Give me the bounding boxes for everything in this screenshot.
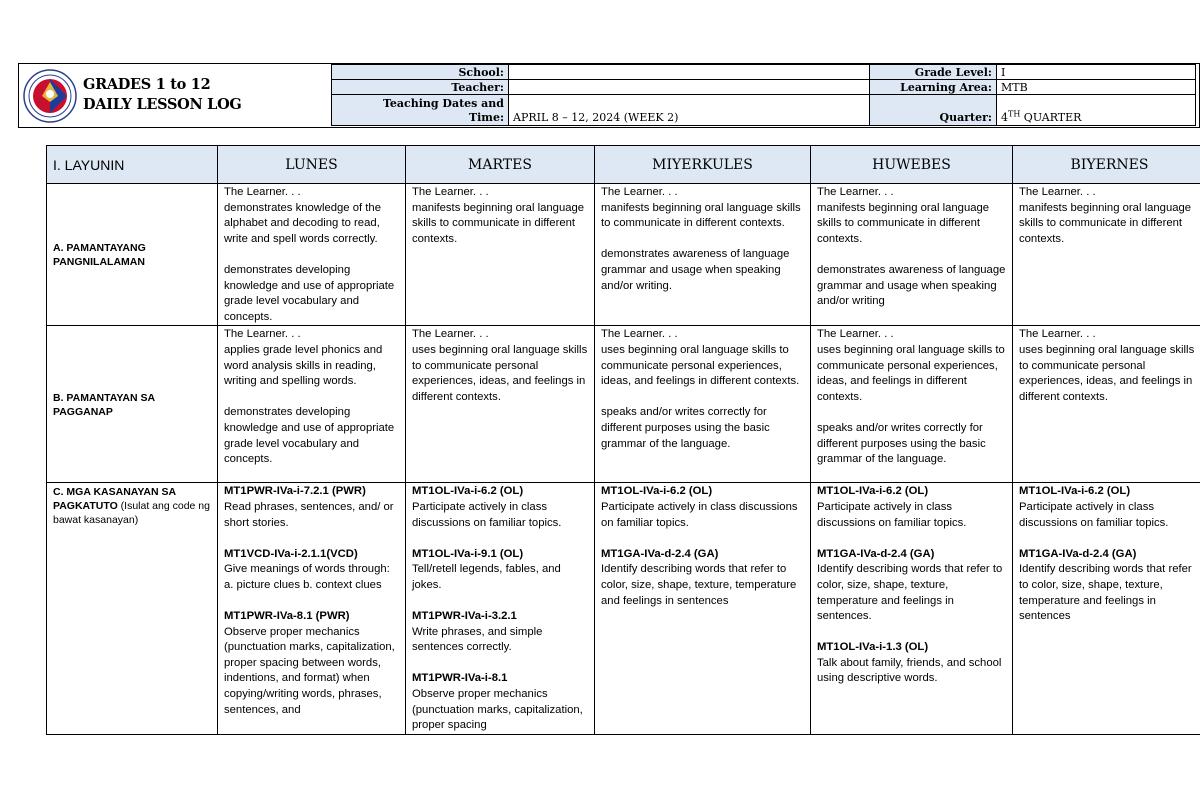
title-line-2: DAILY LESSON LOG xyxy=(83,96,242,113)
cell-b-lunes: The Learner. . . applies grade level phonics and word analysis skills in reading, writing and spelling words. demonstrates developing knowledge and use of appropriate grade level vocabulary and concepts. xyxy=(218,326,406,483)
cell-a-huwebes: The Learner. . . manifests beginning oral language skills to communicate in different contexts. demonstrates awareness of language grammar and usage when speaking and/or writing xyxy=(811,184,1013,326)
objectives-table xyxy=(46,145,1200,735)
table-row xyxy=(47,483,1200,735)
header-miyerkules: MIYERKULES xyxy=(595,146,811,184)
header-martes: MARTES xyxy=(406,146,595,184)
header-title-block xyxy=(19,64,331,127)
info-table xyxy=(331,64,1196,126)
quarter-label: Quarter: xyxy=(870,95,997,126)
row-label-pamantayan-sa-pagganap: B. PAMANTAYAN SA PAGGANAP xyxy=(47,326,218,483)
deped-seal-icon xyxy=(23,69,77,123)
cell-c-lunes: MT1PWR-IVa-i-7.2.1 (PWR) Read phrases, sentences, and/ or short stories. MT1VCD-IVa-i-2.1.1(VCD) Give meanings of words through: a. picture clues b. context clues MT1PWR-IVa-8.1 (PWR) Observe proper mechanics (punctuation marks, capitalization, proper spacing between words, indentions, and format) when copying/writing words, phrases, sentences, and xyxy=(218,483,406,735)
quarter-field[interactable]: 4TH QUARTER xyxy=(997,95,1196,126)
row-label-mga-kasanayan-sa-pagkatuto: C. MGA KASANAYAN SA PAGKATUTO (Isulat ang code ng bawat kasanayan) xyxy=(47,483,218,735)
cell-a-lunes: The Learner. . . demonstrates knowledge of the alphabet and decoding to read, write and spell words correctly. demonstrates developing knowledge and use of appropriate grade level vocabulary and concepts. xyxy=(218,184,406,326)
cell-a-miyerkules: The Learner. . . manifests beginning oral language skills to communicate in different contexts. demonstrates awareness of language grammar and usage when speaking and/or writing. xyxy=(595,184,811,326)
teacher-label: Teacher: xyxy=(332,80,509,95)
grade-level-label: Grade Level: xyxy=(870,65,997,80)
lesson-log-header xyxy=(18,63,1200,128)
cell-b-miyerkules: The Learner. . . uses beginning oral language skills to communicate personal experiences, ideas, and feelings in different contexts. speaks and/or writes correctly for different purposes using the basic grammar of the language. xyxy=(595,326,811,483)
cell-a-martes: The Learner. . . manifests beginning oral language skills to communicate in different contexts. xyxy=(406,184,595,326)
teaching-dates-label: Teaching Dates and Time: xyxy=(332,95,509,126)
cell-c-biyernes: MT1OL-IVa-i-6.2 (OL) Participate actively in class discussions on familiar topics. MT1GA-IVa-d-2.4 (GA) Identify describing words that refer to color, size, shape, texture, temperature and feelings in sentences xyxy=(1013,483,1200,735)
cell-c-miyerkules: MT1OL-IVa-i-6.2 (OL) Participate actively in class discussions on familiar topics. MT1GA-IVa-d-2.4 (GA) Identify describing words that refer to color, size, shape, texture, temperature and feelings in sentences xyxy=(595,483,811,735)
svg-text:.: . xyxy=(49,71,51,76)
school-label: School: xyxy=(332,65,509,80)
grade-level-field[interactable]: I xyxy=(997,65,1196,80)
header-lunes: LUNES xyxy=(218,146,406,184)
learning-area-field[interactable]: MTB xyxy=(997,80,1196,95)
school-field[interactable] xyxy=(509,65,870,80)
cell-b-huwebes: The Learner. . . uses beginning oral language skills to communicate personal experiences, ideas, and feelings in different contexts. speaks and/or writes correctly for different purposes using the basic grammar of the language. xyxy=(811,326,1013,483)
cell-b-martes: The Learner. . . uses beginning oral language skills to communicate personal experiences, ideas, and feelings in different contexts. xyxy=(406,326,595,483)
learning-area-label: Learning Area: xyxy=(870,80,997,95)
cell-a-biyernes: The Learner. . . manifests beginning oral language skills to communicate in different contexts. xyxy=(1013,184,1200,326)
teacher-field[interactable] xyxy=(509,80,870,95)
cell-c-huwebes: MT1OL-IVa-i-6.2 (OL) Participate actively in class discussions on familiar topics. MT1GA-IVa-d-2.4 (GA) Identify describing words that refer to color, size, shape, texture, temperature and feelings in sentences. MT1OL-IVa-i-1.3 (OL) Talk about family, friends, and school using descriptive words. xyxy=(811,483,1013,735)
header-biyernes: BIYERNES xyxy=(1013,146,1200,184)
table-header-row xyxy=(47,146,1200,184)
title-line-1: GRADES 1 to 12 xyxy=(83,76,211,93)
cell-c-martes: MT1OL-IVa-i-6.2 (OL) Participate actively in class discussions on familiar topics. MT1OL-IVa-i-9.1 (OL) Tell/retell legends, fables, and jokes. MT1PWR-IVa-i-3.2.1 Write phrases, and simple sentences correctly. MT1PWR-IVa-i-8.1 Observe proper mechanics (punctuation marks, capitalization, proper spacing xyxy=(406,483,595,735)
table-row xyxy=(47,326,1200,483)
teaching-dates-field[interactable]: APRIL 8 – 12, 2024 (WEEK 2) xyxy=(509,95,870,126)
cell-b-biyernes: The Learner. . . uses beginning oral language skills to communicate personal experiences, ideas, and feelings in different contexts. xyxy=(1013,326,1200,483)
table-row xyxy=(47,184,1200,326)
header-layunin: I. LAYUNIN xyxy=(47,146,218,184)
page-title xyxy=(83,75,242,115)
header-huwebes: HUWEBES xyxy=(811,146,1013,184)
row-label-pamantayang-pangnilalaman: A. PAMANTAYANG PANGNILALAMAN xyxy=(47,184,218,326)
